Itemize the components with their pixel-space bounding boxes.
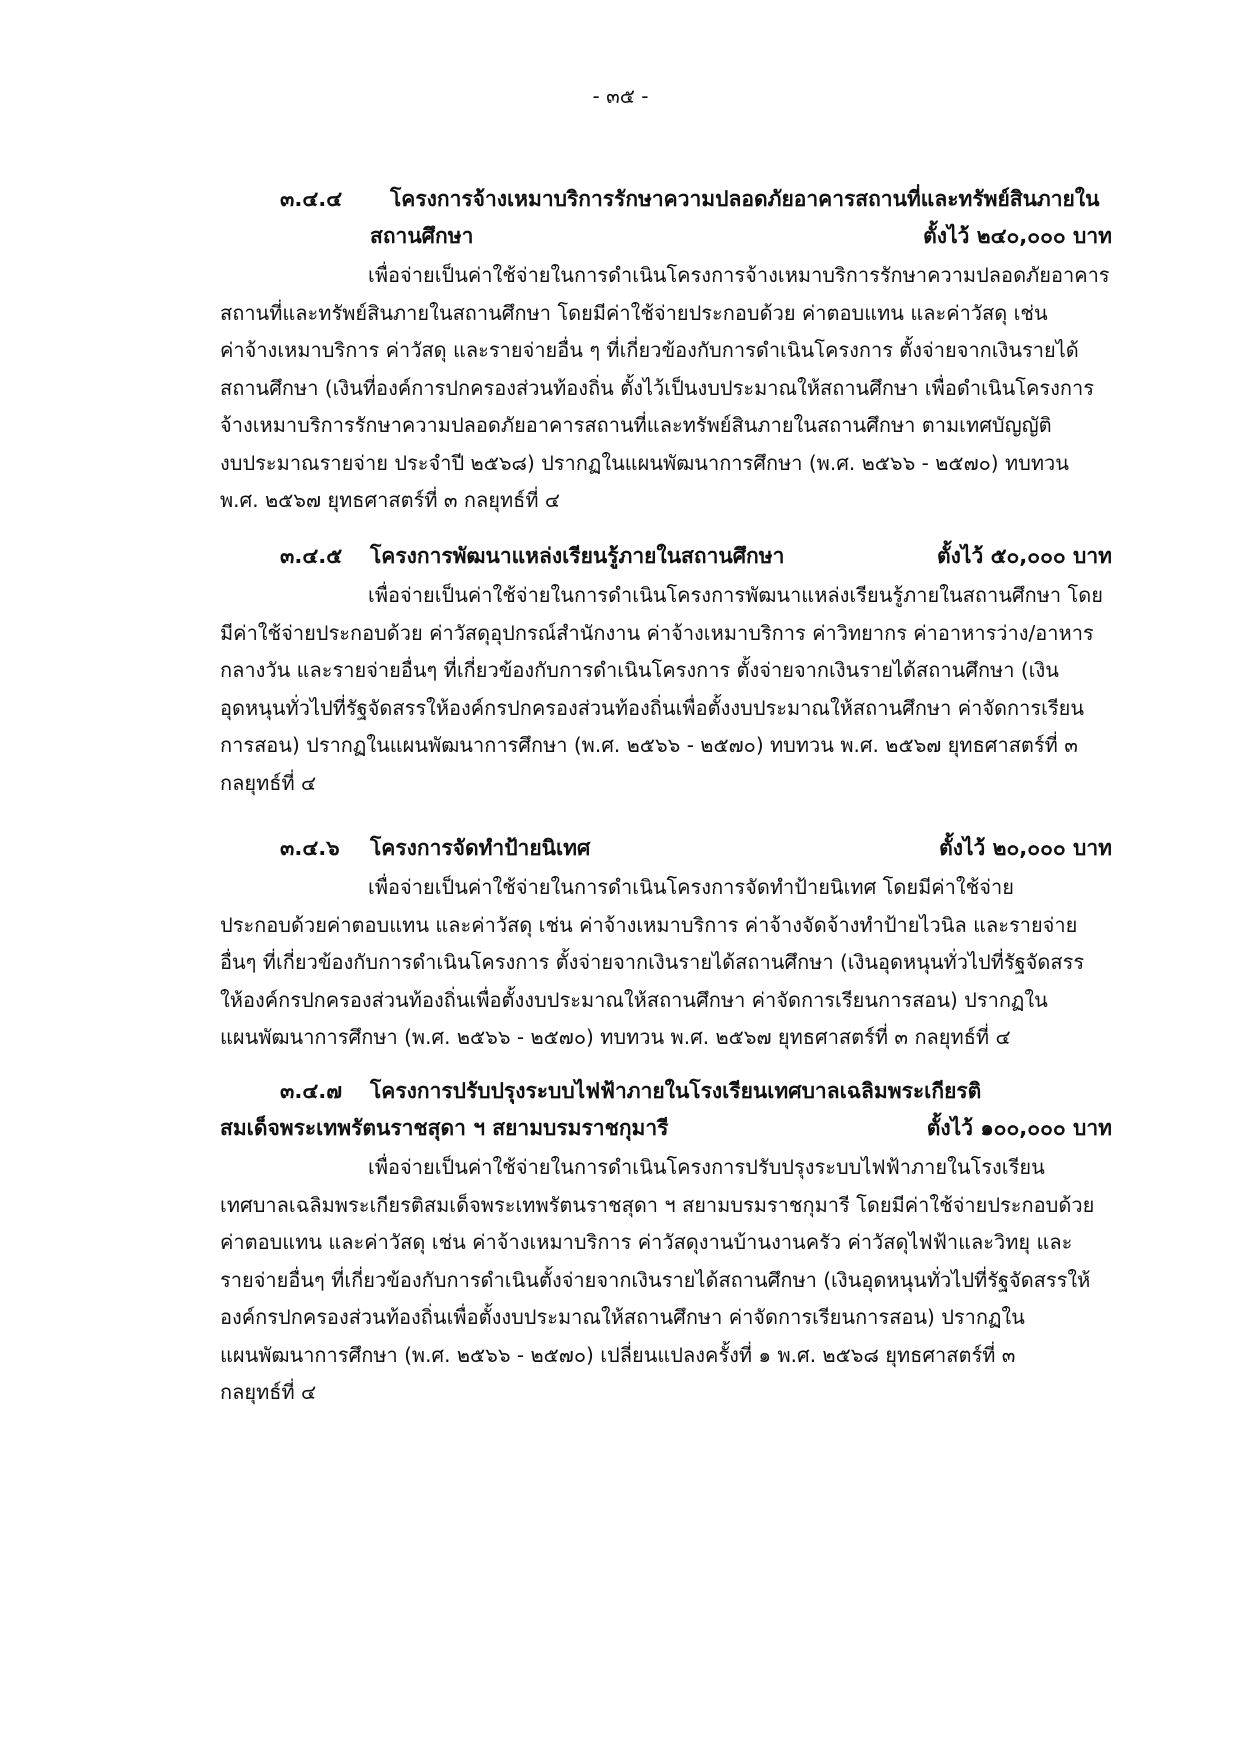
body-line: เพื่อจ่ายเป็นค่าใช้จ่ายในการดำเนินโครงการปรับปรุงระบบไฟฟ้าภายในโรงเรียน xyxy=(368,1155,1045,1179)
section-3-4-6 xyxy=(220,832,1120,1057)
body-line: กลยุทธ์ที่ ๔ xyxy=(220,770,317,795)
section-number: ๓.๔.๖ xyxy=(280,836,340,860)
body-line: เพื่อจ่ายเป็นค่าใช้จ่ายในการดำเนินโครงการจ้างเหมาบริการรักษาความปลอดภัยอาคาร xyxy=(368,263,1110,287)
section-title: โครงการปรับปรุงระบบไฟฟ้าภายในโรงเรียนเทศบาลเฉลิมพระเกียรติ xyxy=(370,1079,982,1103)
section-heading-cont xyxy=(220,1112,1120,1149)
body-line: จ้างเหมาบริการรักษาความปลอดภัยอาคารสถานที่และทรัพย์สินภายในสถานศึกษา ตามเทศบัญญัติ xyxy=(220,413,1052,437)
section-title-cont: สถานศึกษา xyxy=(370,224,474,248)
section-3-4-7 xyxy=(220,1075,1120,1412)
body-line: ให้องค์กรปกครองส่วนท้องถิ่นเพื่อตั้งงบประมาณให้สถานศึกษา ค่าจัดการเรียนการสอน) ปรากฏใน xyxy=(220,987,1048,1012)
body-line: แผนพัฒนาการศึกษา (พ.ศ. ๒๕๖๖ - ๒๕๗๐) เปลี่ยนแปลงครั้งที่ ๑ พ.ศ. ๒๕๖๘ ยุทธศาสตร์ที่ ๓ xyxy=(220,1342,1016,1367)
body-line: สถานศึกษา (เงินที่องค์การปกครองส่วนท้องถิ่น ตั้งไว้เป็นงบประมาณให้สถานศึกษา เพื่อดำเนินโครงการ xyxy=(220,375,1094,400)
body-line: มีค่าใช้จ่ายประกอบด้วย ค่าวัสดุอุปกรณ์สำนักงาน ค่าจ้างเหมาบริการ ค่าวิทยากร ค่าอาหารว่าง/อาหาร xyxy=(220,620,1094,645)
section-body xyxy=(220,869,1120,1057)
body-line: ประกอบด้วยค่าตอบแทน และค่าวัสดุ เช่น ค่าจ้างเหมาบริการ ค่าจ้างจัดจ้างทำป้ายไวนิล และรายจ่าย xyxy=(220,912,1078,937)
body-line: องค์กรปกครองส่วนท้องถิ่นเพื่อตั้งงบประมาณให้สถานศึกษา ค่าจัดการเรียนการสอน) ปรากฏใน xyxy=(220,1305,1025,1329)
body-line: งบประมาณรายจ่าย ประจำปี ๒๕๖๘) ปรากฏในแผนพัฒนาการศึกษา (พ.ศ. ๒๕๖๖ - ๒๕๗๐) ทบทวน xyxy=(220,450,1069,475)
body-line: การสอน) ปรากฏในแผนพัฒนาการศึกษา (พ.ศ. ๒๕๖๖ - ๒๕๗๐) ทบทวน พ.ศ. ๒๕๖๗ ยุทธศาสตร์ที่ ๓ xyxy=(220,733,1078,757)
body-line: แผนพัฒนาการศึกษา (พ.ศ. ๒๕๖๖ - ๒๕๗๐) ทบทวน พ.ศ. ๒๕๖๗ ยุทธศาสตร์ที่ ๓ กลยุทธ์ที่ ๔ xyxy=(220,1025,1011,1049)
section-budget: ตั้งไว้ ๕๐,๐๐๐ บาท xyxy=(937,544,1112,568)
section-3-4-4 xyxy=(220,183,1120,520)
body-line: เทศบาลเฉลิมพระเกียรติสมเด็จพระเทพรัตนราชสุดา ฯ สยามบรมราชกุมารี โดยมีค่าใช้จ่ายประกอบด้วย xyxy=(220,1192,1095,1217)
section-heading xyxy=(220,540,1120,577)
section-title: โครงการจัดทำป้ายนิเทศ xyxy=(370,836,591,860)
section-heading-cont xyxy=(220,220,1120,257)
section-title: โครงการพัฒนาแหล่งเรียนรู้ภายในสถานศึกษา xyxy=(370,544,785,568)
body-line: รายจ่ายอื่นๆ ที่เกี่ยวข้องกับการดำเนินตั้งจ่ายจากเงินรายได้สถานศึกษา (เงินอุดหนุนทั่วไปที่รัฐจัดสรรให้ xyxy=(220,1267,1091,1292)
body-line: ค่าตอบแทน และค่าวัสดุ เช่น ค่าจ้างเหมาบริการ ค่าวัสดุงานบ้านงานครัว ค่าวัสดุไฟฟ้าและวิทยุ และ xyxy=(220,1230,1073,1254)
body-line: กลยุทธ์ที่ ๔ xyxy=(220,1380,317,1404)
section-body xyxy=(220,257,1120,520)
body-line: พ.ศ. ๒๕๖๗ ยุทธศาสตร์ที่ ๓ กลยุทธ์ที่ ๔ xyxy=(220,488,561,512)
page-number: - ๓๕ - xyxy=(592,84,649,108)
section-number: ๓.๔.๕ xyxy=(280,544,343,568)
section-body xyxy=(220,577,1120,802)
section-heading xyxy=(220,1075,1120,1112)
section-title: โครงการจ้างเหมาบริการรักษาความปลอดภัยอาคารสถานที่และทรัพย์สินภายใน xyxy=(390,187,1100,211)
body-line: ค่าจ้างเหมาบริการ ค่าวัสดุ และรายจ่ายอื่น ๆ ที่เกี่ยวข้องกับการดำเนินโครงการ ตั้งจ่ายจากเงินรายได้ xyxy=(220,338,1079,362)
section-number: ๓.๔.๔ xyxy=(280,187,343,211)
section-budget: ตั้งไว้ ๒๐,๐๐๐ บาท xyxy=(939,836,1112,860)
body-line: เพื่อจ่ายเป็นค่าใช้จ่ายในการดำเนินโครงการจัดทำป้ายนิเทศ โดยมีค่าใช้จ่าย xyxy=(368,875,1014,899)
section-heading xyxy=(220,832,1120,869)
section-3-4-5 xyxy=(220,540,1120,802)
section-heading xyxy=(220,183,1120,220)
section-budget: ตั้งไว้ ๒๔๐,๐๐๐ บาท xyxy=(923,224,1112,248)
body-line: อื่นๆ ที่เกี่ยวข้องกับการดำเนินโครงการ ตั้งจ่ายจากเงินรายได้สถานศึกษา (เงินอุดหนุนทั่วไปที่รัฐจัดสรร xyxy=(220,950,1085,974)
section-number: ๓.๔.๗ xyxy=(280,1079,342,1103)
body-line: สถานที่และทรัพย์สินภายในสถานศึกษา โดยมีค่าใช้จ่ายประกอบด้วย ค่าตอบแทน และค่าวัสดุ เช่น xyxy=(220,300,1048,325)
body-line: อุดหนุนทั่วไปที่รัฐจัดสรรให้องค์กรปกครองส่วนท้องถิ่นเพื่อตั้งงบประมาณให้สถานศึกษา ค่าจัดการเรียน xyxy=(220,695,1085,720)
section-body xyxy=(220,1149,1120,1412)
body-line: เพื่อจ่ายเป็นค่าใช้จ่ายในการดำเนินโครงการพัฒนาแหล่งเรียนรู้ภายในสถานศึกษา โดย xyxy=(368,583,1103,607)
section-budget: ตั้งไว้ ๑๐๐,๐๐๐ บาท xyxy=(926,1116,1112,1140)
body-line: กลางวัน และรายจ่ายอื่นๆ ที่เกี่ยวข้องกับการดำเนินโครงการ ตั้งจ่ายจากเงินรายได้สถานศึกษา (เงิน xyxy=(220,658,1059,682)
section-title-cont: สมเด็จพระเทพรัตนราชสุดา ฯ สยามบรมราชกุมารี xyxy=(220,1116,669,1140)
